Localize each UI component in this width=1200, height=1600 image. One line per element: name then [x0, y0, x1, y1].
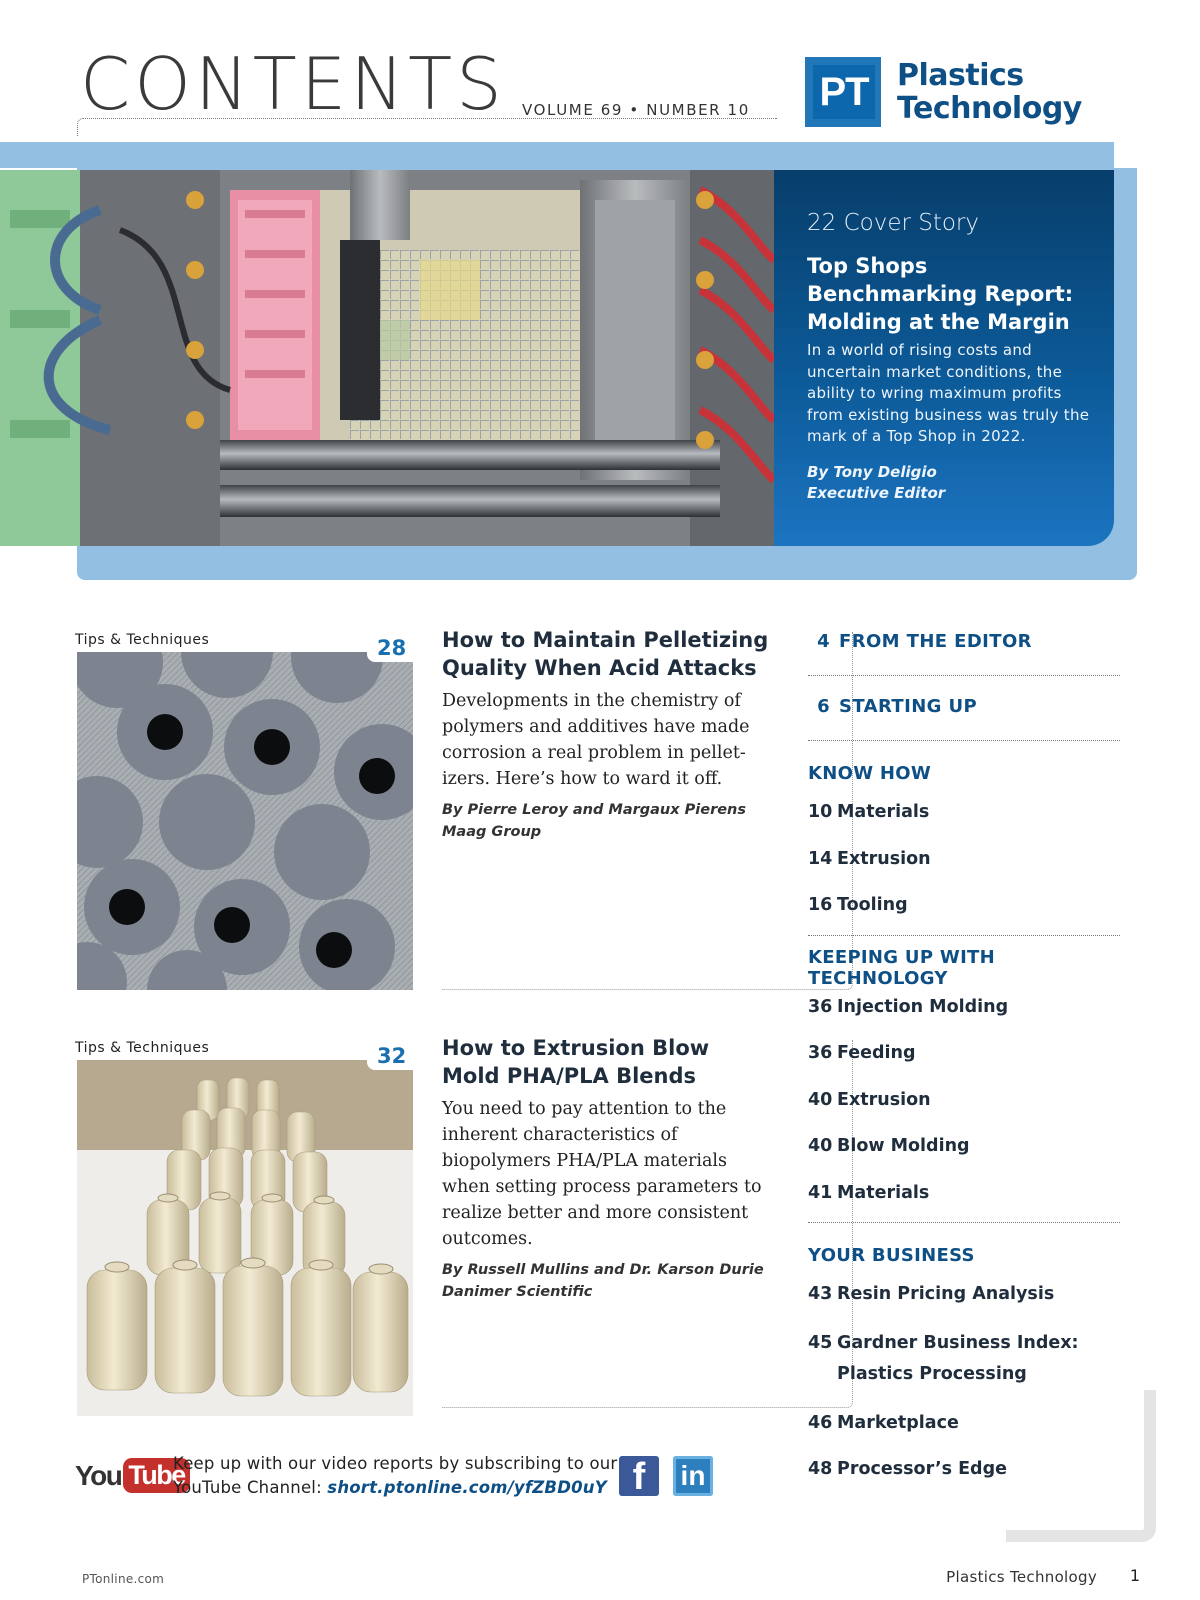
toc-page-number: 40 — [808, 1089, 833, 1110]
toc-item[interactable] — [808, 836, 1123, 883]
title-divider — [77, 118, 777, 136]
toc-label: Extrusion — [837, 1089, 931, 1110]
promo-prefix: YouTube Channel: — [173, 1478, 328, 1497]
feature-divider — [442, 1040, 853, 1408]
toc-page-number: 46 — [808, 1412, 833, 1433]
cover-story-byline — [807, 462, 1092, 505]
toc-item[interactable] — [808, 1271, 1123, 1318]
toc-item-starting-up[interactable] — [808, 690, 1123, 722]
toc-section-heading: KNOW HOW — [808, 762, 932, 784]
logo-line-1: Plastics — [897, 58, 1024, 93]
feature-headline[interactable]: How to Maintain Pelletizing Quality When Acid Attacks — [442, 628, 769, 680]
feature-article-pelletizing[interactable] — [75, 628, 777, 992]
toc-divider — [808, 675, 1120, 676]
logo-mark-text: PT — [813, 65, 875, 119]
toc-item[interactable] — [808, 789, 1123, 836]
plastics-technology-logo — [805, 57, 1082, 127]
toc-page-number: 45 — [808, 1332, 833, 1353]
page-title: CONTENTS — [80, 42, 506, 126]
toc-label: Tooling — [837, 895, 908, 916]
toc-page-number: 14 — [808, 848, 833, 869]
toc-item[interactable] — [808, 1318, 1123, 1400]
footer-site[interactable]: PTonline.com — [82, 1572, 165, 1586]
toc-page-number: 36 — [808, 996, 833, 1017]
toc-item[interactable] — [808, 1170, 1123, 1217]
toc-label: Extrusion — [837, 848, 931, 869]
facebook-icon[interactable]: f — [619, 1456, 659, 1496]
toc-section-heading: KEEPING UP WITH TECHNOLOGY — [808, 946, 996, 989]
toc-page-number: 40 — [808, 1136, 833, 1157]
youtube-channel-link[interactable]: short.ptonline.com/yfZBD0uY — [327, 1478, 607, 1497]
toc-divider — [808, 1222, 1120, 1223]
toc-page-number: 43 — [808, 1284, 833, 1305]
feature-deck: You need to pay attention to the inherent characteristics of biopolymers PHA/PLA materials when setting process parameters to realize better and more consistent outcomes. — [442, 1099, 762, 1249]
toc-divider — [808, 740, 1120, 741]
toc-page-number: 10 — [808, 802, 833, 823]
toc-label: Marketplace — [837, 1412, 959, 1433]
linkedin-icon[interactable]: in — [673, 1456, 713, 1496]
feature-authors: By Russell Mullins and Dr. Karson Durie — [442, 1262, 764, 1278]
toc-item[interactable] — [808, 1030, 1123, 1077]
feature-tag: Tips & Techniques — [75, 632, 210, 648]
youtube-logo-you: You — [75, 1459, 122, 1491]
toc-page-number: 4 — [817, 630, 830, 652]
toc-page-number: 36 — [808, 1043, 833, 1064]
feature-company: Danimer Scientific — [442, 1283, 593, 1300]
youtube-logo-tube: Tube — [123, 1458, 190, 1493]
toc-divider — [808, 935, 1120, 936]
footer-page-number: 1 — [1129, 1566, 1140, 1585]
toc-label: Materials — [837, 802, 930, 823]
toc-item[interactable] — [808, 984, 1123, 1031]
cover-story-author: By Tony Deligio — [807, 462, 937, 481]
logo-wordmark — [897, 59, 1082, 125]
cover-story-photo[interactable] — [0, 170, 774, 546]
hero-band — [0, 142, 1114, 168]
toc-page-number: 48 — [808, 1459, 833, 1480]
cover-story-headline[interactable]: Top Shops Benchmarking Report: Molding at the Margin — [807, 254, 1074, 334]
feature-headline[interactable]: How to Extrusion Blow Mold PHA/PLA Blends — [442, 1036, 710, 1088]
promo-line-1: Keep up with our video reports by subscribing to our — [173, 1454, 618, 1473]
toc-label: FROM THE EDITOR — [839, 630, 1032, 652]
feature-tag: Tips & Techniques — [75, 1040, 210, 1056]
footer-magazine-name: Plastics Technology — [946, 1568, 1097, 1586]
cover-story-author-title: Executive Editor — [807, 484, 946, 502]
volume-number: VOLUME 69 • NUMBER 10 — [522, 101, 750, 119]
cover-story-panel[interactable] — [774, 170, 1114, 546]
feature-deck: Developments in the chemistry of polymers and additives have made corrosion a real problem in pellet-izers. Here’s how to ward it off. — [442, 691, 750, 789]
feature-article-blow-molding[interactable] — [75, 1036, 777, 1410]
pelletizer-die-photo — [77, 652, 413, 990]
toc-section-heading: YOUR BUSINESS — [808, 1244, 975, 1266]
toc-item[interactable] — [808, 1123, 1123, 1170]
feature-page-number: 28 — [367, 632, 414, 662]
logo-line-2: Technology — [897, 91, 1082, 126]
toc-label: Processor’s Edge — [837, 1459, 1007, 1480]
promo-line-2 — [173, 1476, 617, 1500]
toc-item-from-the-editor[interactable] — [808, 625, 1123, 657]
toc-label-continued: Plastics Processing — [837, 1363, 1027, 1384]
toc-page-number: 6 — [817, 695, 830, 717]
cover-story-kicker: 22 Cover Story — [807, 210, 979, 236]
toc-item[interactable] — [808, 882, 1123, 929]
feature-company: Maag Group — [442, 823, 542, 840]
toc-item[interactable] — [808, 1400, 1123, 1447]
youtube-promo — [173, 1452, 617, 1500]
table-of-contents — [808, 625, 1123, 1493]
toc-label: Injection Molding — [837, 996, 1009, 1017]
logo-mark — [805, 57, 881, 127]
toc-item[interactable] — [808, 1077, 1123, 1124]
toc-page-number: 41 — [808, 1182, 833, 1203]
toc-label: Feeding — [837, 1043, 916, 1064]
toc-item[interactable] — [808, 1446, 1123, 1493]
toc-label: Blow Molding — [837, 1136, 970, 1157]
toc-label: Resin Pricing Analysis — [837, 1284, 1055, 1305]
toc-label: Gardner Business Index: — [837, 1332, 1079, 1353]
pha-pla-bottles-photo — [77, 1060, 413, 1416]
feature-page-number: 32 — [367, 1040, 414, 1070]
cover-story-deck: In a world of rising costs and uncertain market conditions, the ability to wring maximum profits from existing business was truly the mark of a Top Shop in 2022. — [807, 341, 1090, 445]
feature-divider — [442, 632, 853, 990]
toc-page-number: 16 — [808, 895, 833, 916]
toc-label: STARTING UP — [839, 695, 978, 717]
feature-authors: By Pierre Leroy and Margaux Pierens — [442, 802, 747, 818]
toc-label: Materials — [837, 1182, 930, 1203]
